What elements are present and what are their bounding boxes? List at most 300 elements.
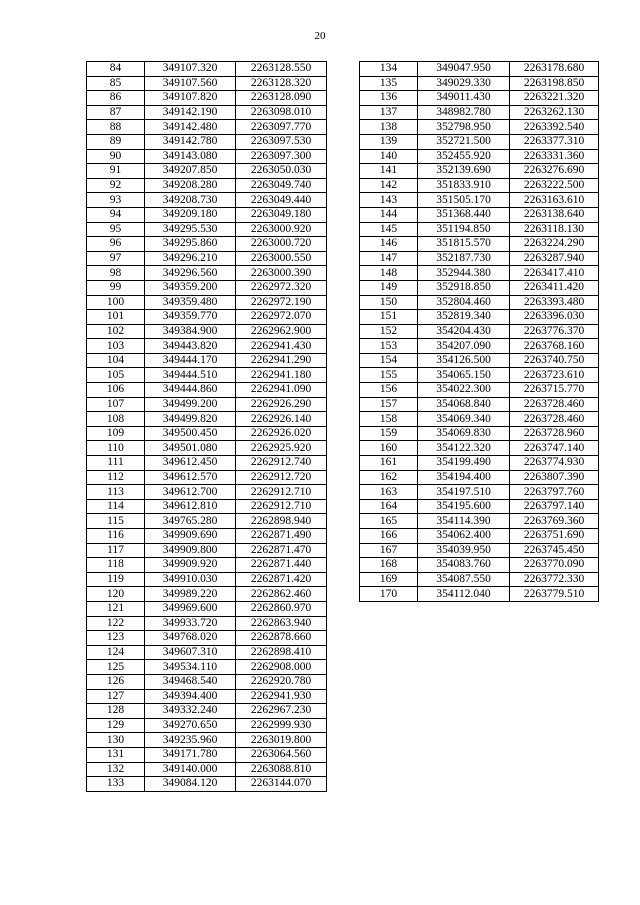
x-coordinate-cell: 349444.860 <box>145 383 236 398</box>
table-row <box>87 339 327 354</box>
x-coordinate-cell: 349969.600 <box>145 601 236 616</box>
table-body <box>360 62 599 602</box>
point-number-cell: 94 <box>87 207 145 222</box>
y-coordinate-cell: 2263178.680 <box>510 62 599 77</box>
point-number-cell: 104 <box>87 353 145 368</box>
x-coordinate-cell: 354194.400 <box>418 470 510 485</box>
y-coordinate-cell: 2263049.440 <box>236 193 327 208</box>
x-coordinate-cell: 352721.500 <box>418 134 510 149</box>
y-coordinate-cell: 2263751.690 <box>510 529 599 544</box>
x-coordinate-cell: 354062.400 <box>418 529 510 544</box>
x-coordinate-cell: 349209.180 <box>145 207 236 222</box>
table-row <box>87 645 327 660</box>
y-coordinate-cell: 2263000.920 <box>236 222 327 237</box>
point-number-cell: 163 <box>360 485 418 500</box>
point-number-cell: 110 <box>87 441 145 456</box>
x-coordinate-cell: 349011.430 <box>418 91 510 106</box>
point-number-cell: 154 <box>360 353 418 368</box>
table-row <box>360 62 599 77</box>
point-number-cell: 122 <box>87 616 145 631</box>
x-coordinate-cell: 352187.730 <box>418 251 510 266</box>
table-row <box>360 237 599 252</box>
point-number-cell: 148 <box>360 266 418 281</box>
x-coordinate-cell: 349047.950 <box>418 62 510 77</box>
point-number-cell: 93 <box>87 193 145 208</box>
x-coordinate-cell: 349084.120 <box>145 777 236 792</box>
point-number-cell: 99 <box>87 280 145 295</box>
point-number-cell: 156 <box>360 383 418 398</box>
y-coordinate-cell: 2263097.530 <box>236 134 327 149</box>
x-coordinate-cell: 354022.300 <box>418 383 510 398</box>
table-row <box>87 368 327 383</box>
x-coordinate-cell: 349499.820 <box>145 412 236 427</box>
x-coordinate-cell: 349909.690 <box>145 529 236 544</box>
table-row <box>360 572 599 587</box>
y-coordinate-cell: 2262941.430 <box>236 339 327 354</box>
point-number-cell: 92 <box>87 178 145 193</box>
table-row <box>87 689 327 704</box>
y-coordinate-cell: 2263118.130 <box>510 222 599 237</box>
table-row <box>87 470 327 485</box>
table-row <box>87 660 327 675</box>
x-coordinate-cell: 349501.080 <box>145 441 236 456</box>
table-row <box>87 149 327 164</box>
point-number-cell: 119 <box>87 572 145 587</box>
point-number-cell: 134 <box>360 62 418 77</box>
x-coordinate-cell: 349989.220 <box>145 587 236 602</box>
x-coordinate-cell: 349359.200 <box>145 280 236 295</box>
x-coordinate-cell: 354069.830 <box>418 426 510 441</box>
table-body <box>87 62 327 792</box>
x-coordinate-cell: 349910.030 <box>145 572 236 587</box>
y-coordinate-cell: 2263797.140 <box>510 499 599 514</box>
x-coordinate-cell: 354065.150 <box>418 368 510 383</box>
y-coordinate-cell: 2262871.420 <box>236 572 327 587</box>
x-coordinate-cell: 349332.240 <box>145 704 236 719</box>
point-number-cell: 135 <box>360 76 418 91</box>
point-number-cell: 103 <box>87 339 145 354</box>
table-row <box>360 397 599 412</box>
y-coordinate-cell: 2262926.020 <box>236 426 327 441</box>
x-coordinate-cell: 349534.110 <box>145 660 236 675</box>
point-number-cell: 164 <box>360 499 418 514</box>
x-coordinate-cell: 349295.530 <box>145 222 236 237</box>
y-coordinate-cell: 2262878.660 <box>236 631 327 646</box>
point-number-cell: 91 <box>87 164 145 179</box>
table-row <box>360 470 599 485</box>
table-row <box>360 280 599 295</box>
point-number-cell: 121 <box>87 601 145 616</box>
table-row <box>360 324 599 339</box>
coordinates-table-left <box>86 61 327 792</box>
point-number-cell: 109 <box>87 426 145 441</box>
point-number-cell: 152 <box>360 324 418 339</box>
y-coordinate-cell: 2262941.930 <box>236 689 327 704</box>
y-coordinate-cell: 2262863.940 <box>236 616 327 631</box>
point-number-cell: 158 <box>360 412 418 427</box>
y-coordinate-cell: 2263807.390 <box>510 470 599 485</box>
point-number-cell: 137 <box>360 105 418 120</box>
y-coordinate-cell: 2263088.810 <box>236 762 327 777</box>
point-number-cell: 169 <box>360 572 418 587</box>
x-coordinate-cell: 354126.500 <box>418 353 510 368</box>
x-coordinate-cell: 349142.190 <box>145 105 236 120</box>
x-coordinate-cell: 354195.600 <box>418 499 510 514</box>
y-coordinate-cell: 2263276.690 <box>510 164 599 179</box>
x-coordinate-cell: 349143.080 <box>145 149 236 164</box>
y-coordinate-cell: 2262941.290 <box>236 353 327 368</box>
x-coordinate-cell: 349029.330 <box>418 76 510 91</box>
table-row <box>87 543 327 558</box>
x-coordinate-cell: 351815.570 <box>418 237 510 252</box>
x-coordinate-cell: 352944.380 <box>418 266 510 281</box>
x-coordinate-cell: 352798.950 <box>418 120 510 135</box>
table-row <box>87 280 327 295</box>
point-number-cell: 138 <box>360 120 418 135</box>
table-row <box>87 616 327 631</box>
x-coordinate-cell: 349235.960 <box>145 733 236 748</box>
point-number-cell: 140 <box>360 149 418 164</box>
y-coordinate-cell: 2263728.960 <box>510 426 599 441</box>
table-row <box>87 601 327 616</box>
table-row <box>87 499 327 514</box>
y-coordinate-cell: 2263769.360 <box>510 514 599 529</box>
y-coordinate-cell: 2263715.770 <box>510 383 599 398</box>
y-coordinate-cell: 2263774.930 <box>510 456 599 471</box>
y-coordinate-cell: 2263198.850 <box>510 76 599 91</box>
point-number-cell: 105 <box>87 368 145 383</box>
y-coordinate-cell: 2263393.480 <box>510 295 599 310</box>
point-number-cell: 167 <box>360 543 418 558</box>
point-number-cell: 102 <box>87 324 145 339</box>
y-coordinate-cell: 2262926.290 <box>236 397 327 412</box>
table-row <box>87 178 327 193</box>
x-coordinate-cell: 351505.170 <box>418 193 510 208</box>
point-number-cell: 157 <box>360 397 418 412</box>
y-coordinate-cell: 2263019.800 <box>236 733 327 748</box>
table-row <box>87 587 327 602</box>
y-coordinate-cell: 2263745.450 <box>510 543 599 558</box>
table-row <box>87 310 327 325</box>
y-coordinate-cell: 2263000.720 <box>236 237 327 252</box>
y-coordinate-cell: 2263747.140 <box>510 441 599 456</box>
point-number-cell: 131 <box>87 747 145 762</box>
table-row <box>87 251 327 266</box>
table-row <box>87 777 327 792</box>
y-coordinate-cell: 2263728.460 <box>510 397 599 412</box>
x-coordinate-cell: 352455.920 <box>418 149 510 164</box>
table-row <box>360 178 599 193</box>
table-row <box>87 120 327 135</box>
point-number-cell: 125 <box>87 660 145 675</box>
point-number-cell: 147 <box>360 251 418 266</box>
x-coordinate-cell: 349394.400 <box>145 689 236 704</box>
y-coordinate-cell: 2263396.030 <box>510 310 599 325</box>
y-coordinate-cell: 2262967.230 <box>236 704 327 719</box>
point-number-cell: 113 <box>87 485 145 500</box>
y-coordinate-cell: 2263000.550 <box>236 251 327 266</box>
y-coordinate-cell: 2263050.030 <box>236 164 327 179</box>
y-coordinate-cell: 2263222.500 <box>510 178 599 193</box>
table-row <box>87 105 327 120</box>
x-coordinate-cell: 349296.210 <box>145 251 236 266</box>
x-coordinate-cell: 354068.840 <box>418 397 510 412</box>
point-number-cell: 166 <box>360 529 418 544</box>
point-number-cell: 89 <box>87 134 145 149</box>
table-row <box>87 353 327 368</box>
x-coordinate-cell: 349295.860 <box>145 237 236 252</box>
point-number-cell: 146 <box>360 237 418 252</box>
point-number-cell: 133 <box>87 777 145 792</box>
point-number-cell: 145 <box>360 222 418 237</box>
y-coordinate-cell: 2262912.710 <box>236 499 327 514</box>
y-coordinate-cell: 2262871.440 <box>236 558 327 573</box>
table-row <box>87 718 327 733</box>
y-coordinate-cell: 2262908.000 <box>236 660 327 675</box>
table-row <box>87 222 327 237</box>
table-row <box>87 91 327 106</box>
table-row <box>87 704 327 719</box>
y-coordinate-cell: 2262898.940 <box>236 514 327 529</box>
y-coordinate-cell: 2263740.750 <box>510 353 599 368</box>
point-number-cell: 98 <box>87 266 145 281</box>
x-coordinate-cell: 349208.280 <box>145 178 236 193</box>
y-coordinate-cell: 2263000.390 <box>236 266 327 281</box>
point-number-cell: 159 <box>360 426 418 441</box>
point-number-cell: 84 <box>87 62 145 77</box>
point-number-cell: 153 <box>360 339 418 354</box>
y-coordinate-cell: 2263144.070 <box>236 777 327 792</box>
point-number-cell: 130 <box>87 733 145 748</box>
table-row <box>87 529 327 544</box>
x-coordinate-cell: 351833.910 <box>418 178 510 193</box>
point-number-cell: 165 <box>360 514 418 529</box>
table-row <box>360 412 599 427</box>
y-coordinate-cell: 2263772.330 <box>510 572 599 587</box>
table-row <box>87 426 327 441</box>
y-coordinate-cell: 2262972.070 <box>236 310 327 325</box>
x-coordinate-cell: 349909.920 <box>145 558 236 573</box>
point-number-cell: 90 <box>87 149 145 164</box>
x-coordinate-cell: 354122.320 <box>418 441 510 456</box>
x-coordinate-cell: 351368.440 <box>418 207 510 222</box>
y-coordinate-cell: 2263417.410 <box>510 266 599 281</box>
x-coordinate-cell: 349140.000 <box>145 762 236 777</box>
x-coordinate-cell: 349444.170 <box>145 353 236 368</box>
table-row <box>87 397 327 412</box>
table-row <box>87 383 327 398</box>
x-coordinate-cell: 349171.780 <box>145 747 236 762</box>
table-row <box>360 251 599 266</box>
x-coordinate-cell: 349142.780 <box>145 134 236 149</box>
y-coordinate-cell: 2262920.780 <box>236 674 327 689</box>
x-coordinate-cell: 349612.450 <box>145 456 236 471</box>
point-number-cell: 87 <box>87 105 145 120</box>
x-coordinate-cell: 352819.340 <box>418 310 510 325</box>
point-number-cell: 115 <box>87 514 145 529</box>
y-coordinate-cell: 2263097.300 <box>236 149 327 164</box>
table-row <box>87 747 327 762</box>
x-coordinate-cell: 349270.650 <box>145 718 236 733</box>
point-number-cell: 88 <box>87 120 145 135</box>
y-coordinate-cell: 2263262.130 <box>510 105 599 120</box>
point-number-cell: 106 <box>87 383 145 398</box>
y-coordinate-cell: 2263097.770 <box>236 120 327 135</box>
table-row <box>360 120 599 135</box>
x-coordinate-cell: 349107.320 <box>145 62 236 77</box>
y-coordinate-cell: 2263128.550 <box>236 62 327 77</box>
x-coordinate-cell: 349359.480 <box>145 295 236 310</box>
table-row <box>87 193 327 208</box>
table-row <box>360 310 599 325</box>
y-coordinate-cell: 2263224.290 <box>510 237 599 252</box>
point-number-cell: 126 <box>87 674 145 689</box>
table-row <box>360 441 599 456</box>
x-coordinate-cell: 349107.560 <box>145 76 236 91</box>
point-number-cell: 150 <box>360 295 418 310</box>
table-row <box>360 499 599 514</box>
point-number-cell: 124 <box>87 645 145 660</box>
y-coordinate-cell: 2262898.410 <box>236 645 327 660</box>
point-number-cell: 118 <box>87 558 145 573</box>
table-row <box>360 368 599 383</box>
table-row <box>360 339 599 354</box>
point-number-cell: 144 <box>360 207 418 222</box>
x-coordinate-cell: 349612.700 <box>145 485 236 500</box>
point-number-cell: 168 <box>360 558 418 573</box>
x-coordinate-cell: 349443.820 <box>145 339 236 354</box>
point-number-cell: 108 <box>87 412 145 427</box>
y-coordinate-cell: 2263392.540 <box>510 120 599 135</box>
table-row <box>360 149 599 164</box>
y-coordinate-cell: 2263064.560 <box>236 747 327 762</box>
table-row <box>87 266 327 281</box>
y-coordinate-cell: 2263770.090 <box>510 558 599 573</box>
point-number-cell: 136 <box>360 91 418 106</box>
point-number-cell: 143 <box>360 193 418 208</box>
x-coordinate-cell: 354114.390 <box>418 514 510 529</box>
table-row <box>87 207 327 222</box>
point-number-cell: 129 <box>87 718 145 733</box>
point-number-cell: 170 <box>360 587 418 602</box>
x-coordinate-cell: 352918.850 <box>418 280 510 295</box>
x-coordinate-cell: 349500.450 <box>145 426 236 441</box>
y-coordinate-cell: 2262871.490 <box>236 529 327 544</box>
x-coordinate-cell: 349444.510 <box>145 368 236 383</box>
point-number-cell: 123 <box>87 631 145 646</box>
x-coordinate-cell: 349468.540 <box>145 674 236 689</box>
x-coordinate-cell: 349612.570 <box>145 470 236 485</box>
x-coordinate-cell: 352139.690 <box>418 164 510 179</box>
table-row <box>87 237 327 252</box>
table-row <box>87 324 327 339</box>
table-row <box>87 514 327 529</box>
table-row <box>360 456 599 471</box>
x-coordinate-cell: 354112.040 <box>418 587 510 602</box>
table-row <box>360 105 599 120</box>
y-coordinate-cell: 2262860.970 <box>236 601 327 616</box>
point-number-cell: 100 <box>87 295 145 310</box>
y-coordinate-cell: 2263221.320 <box>510 91 599 106</box>
x-coordinate-cell: 354069.340 <box>418 412 510 427</box>
page-number: 20 <box>314 30 326 42</box>
table-row <box>87 762 327 777</box>
x-coordinate-cell: 354204.430 <box>418 324 510 339</box>
y-coordinate-cell: 2262962.900 <box>236 324 327 339</box>
point-number-cell: 128 <box>87 704 145 719</box>
table-row <box>360 529 599 544</box>
x-coordinate-cell: 351194.850 <box>418 222 510 237</box>
table-row <box>360 558 599 573</box>
point-number-cell: 112 <box>87 470 145 485</box>
table-row <box>360 222 599 237</box>
y-coordinate-cell: 2262999.930 <box>236 718 327 733</box>
table-row <box>360 485 599 500</box>
x-coordinate-cell: 349499.200 <box>145 397 236 412</box>
x-coordinate-cell: 349384.900 <box>145 324 236 339</box>
y-coordinate-cell: 2263128.090 <box>236 91 327 106</box>
y-coordinate-cell: 2263049.740 <box>236 178 327 193</box>
x-coordinate-cell: 349612.810 <box>145 499 236 514</box>
x-coordinate-cell: 349296.560 <box>145 266 236 281</box>
y-coordinate-cell: 2262972.320 <box>236 280 327 295</box>
table-row <box>87 412 327 427</box>
table-row <box>87 572 327 587</box>
x-coordinate-cell: 349933.720 <box>145 616 236 631</box>
y-coordinate-cell: 2263776.370 <box>510 324 599 339</box>
y-coordinate-cell: 2263128.320 <box>236 76 327 91</box>
point-number-cell: 107 <box>87 397 145 412</box>
y-coordinate-cell: 2263797.760 <box>510 485 599 500</box>
y-coordinate-cell: 2263411.420 <box>510 280 599 295</box>
x-coordinate-cell: 349359.770 <box>145 310 236 325</box>
x-coordinate-cell: 352804.460 <box>418 295 510 310</box>
y-coordinate-cell: 2262925.920 <box>236 441 327 456</box>
table-row <box>87 134 327 149</box>
point-number-cell: 141 <box>360 164 418 179</box>
table-row <box>360 193 599 208</box>
point-number-cell: 127 <box>87 689 145 704</box>
table-row <box>360 164 599 179</box>
y-coordinate-cell: 2262926.140 <box>236 412 327 427</box>
table-row <box>360 266 599 281</box>
y-coordinate-cell: 2263723.610 <box>510 368 599 383</box>
point-number-cell: 114 <box>87 499 145 514</box>
coordinates-table-right <box>359 61 599 602</box>
x-coordinate-cell: 349607.310 <box>145 645 236 660</box>
point-number-cell: 161 <box>360 456 418 471</box>
table-row <box>87 558 327 573</box>
x-coordinate-cell: 354197.510 <box>418 485 510 500</box>
point-number-cell: 120 <box>87 587 145 602</box>
point-number-cell: 116 <box>87 529 145 544</box>
table-row <box>87 631 327 646</box>
x-coordinate-cell: 354207.090 <box>418 339 510 354</box>
point-number-cell: 101 <box>87 310 145 325</box>
x-coordinate-cell: 349107.820 <box>145 91 236 106</box>
point-number-cell: 95 <box>87 222 145 237</box>
x-coordinate-cell: 354083.760 <box>418 558 510 573</box>
y-coordinate-cell: 2262862.460 <box>236 587 327 602</box>
point-number-cell: 96 <box>87 237 145 252</box>
y-coordinate-cell: 2262912.740 <box>236 456 327 471</box>
y-coordinate-cell: 2263779.510 <box>510 587 599 602</box>
y-coordinate-cell: 2262912.710 <box>236 485 327 500</box>
x-coordinate-cell: 349768.020 <box>145 631 236 646</box>
table-row <box>87 295 327 310</box>
point-number-cell: 149 <box>360 280 418 295</box>
table-row <box>360 543 599 558</box>
